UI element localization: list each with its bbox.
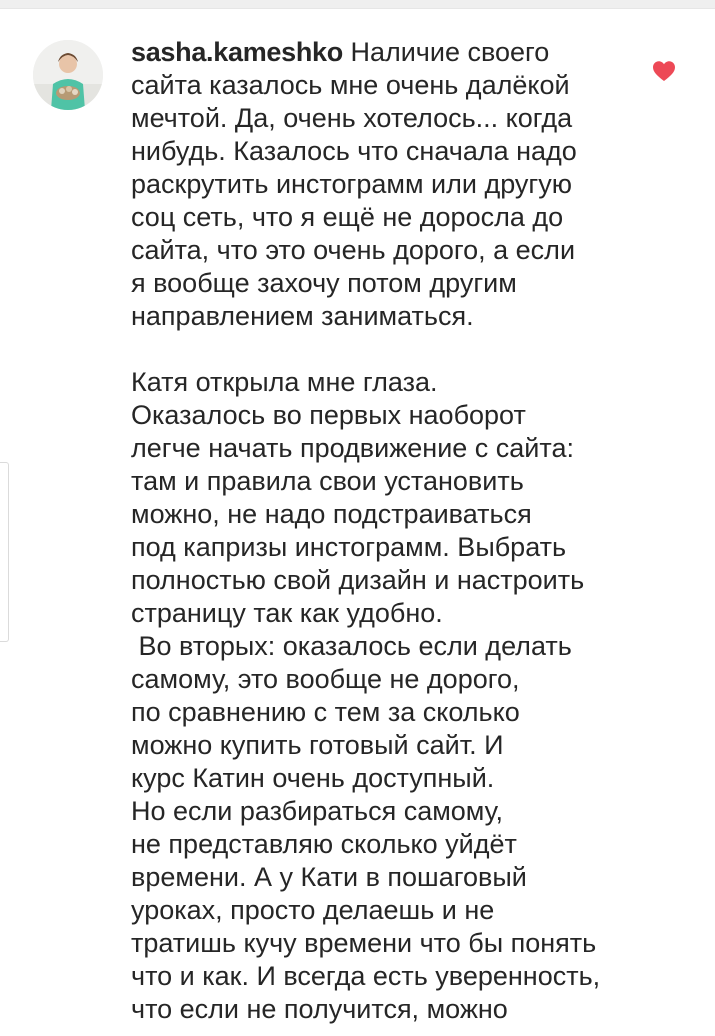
profile-photo-icon bbox=[33, 40, 103, 110]
avatar[interactable] bbox=[33, 40, 103, 110]
comment-text-line: Во вторых: оказалось если делать bbox=[131, 631, 572, 661]
comment-text-line: Наличие своего bbox=[350, 37, 550, 67]
comment-text-line: что и как. И всегда есть уверенность, bbox=[131, 961, 601, 991]
comment-text-line: Но если разбираться самому, bbox=[131, 796, 503, 826]
comment-text-line: самому, это вообще не дорого, bbox=[131, 664, 520, 694]
comment-text-line: тратишь кучу времени что бы понять bbox=[131, 928, 597, 958]
comment-text-line: соц сеть, что я ещё не доросла до bbox=[131, 202, 564, 232]
comment-text-line: под капризы инстограмм. Выбрать bbox=[131, 532, 567, 562]
comment-text-line: Оказалось во первых наоборот bbox=[131, 400, 526, 430]
comment-text-line: страницу так как удобно. bbox=[131, 598, 443, 628]
comment-body bbox=[131, 36, 631, 1026]
comment-text-line: легче начать продвижение с сайта: bbox=[131, 433, 574, 463]
comment-text-line: там и правила свои установить bbox=[131, 466, 524, 496]
comment-text-line: времени. А у Кати в пошаговый bbox=[131, 862, 527, 892]
comment-text-line: не представляю сколько уйдёт bbox=[131, 829, 517, 859]
comment-text-line: уроках, просто делаешь и не bbox=[131, 895, 495, 925]
comment-text-line: направлением заниматься. bbox=[131, 301, 474, 331]
heart-icon bbox=[652, 60, 676, 82]
comment-line-0 bbox=[131, 36, 631, 69]
comment-text-line: сайта, что это очень дорого, а если bbox=[131, 235, 576, 265]
comment-text-line: раскрутить инстограмм или другую bbox=[131, 169, 573, 199]
comment-text-line: что если не получится, можно bbox=[131, 994, 508, 1024]
comment-text-line: курс Катин очень доступный. bbox=[131, 763, 495, 793]
comment-text-line: сайта казалось мне очень далёкой bbox=[131, 70, 570, 100]
paragraph-gap bbox=[131, 333, 631, 366]
comment-text-line: мечтой. Да, очень хотелось... когда bbox=[131, 103, 573, 133]
top-divider bbox=[0, 0, 715, 9]
comment-text-line: нибудь. Казалось что сначала надо bbox=[131, 136, 577, 166]
comment-text-line: я вообще захочу потом другим bbox=[131, 268, 517, 298]
side-edge-handle bbox=[0, 462, 9, 642]
comment-text-line: можно, не надо подстраиваться bbox=[131, 499, 532, 529]
comment-text-line: Катя открыла мне глаза. bbox=[131, 367, 438, 397]
username-link[interactable]: sasha.kameshko bbox=[131, 37, 343, 67]
comment-text-line: полностью свой дизайн и настроить bbox=[131, 565, 585, 595]
comment-text-line: по сравнению с тем за сколько bbox=[131, 697, 520, 727]
like-button[interactable] bbox=[652, 60, 676, 82]
comment-text-line: можно купить готовый сайт. И bbox=[131, 730, 504, 760]
